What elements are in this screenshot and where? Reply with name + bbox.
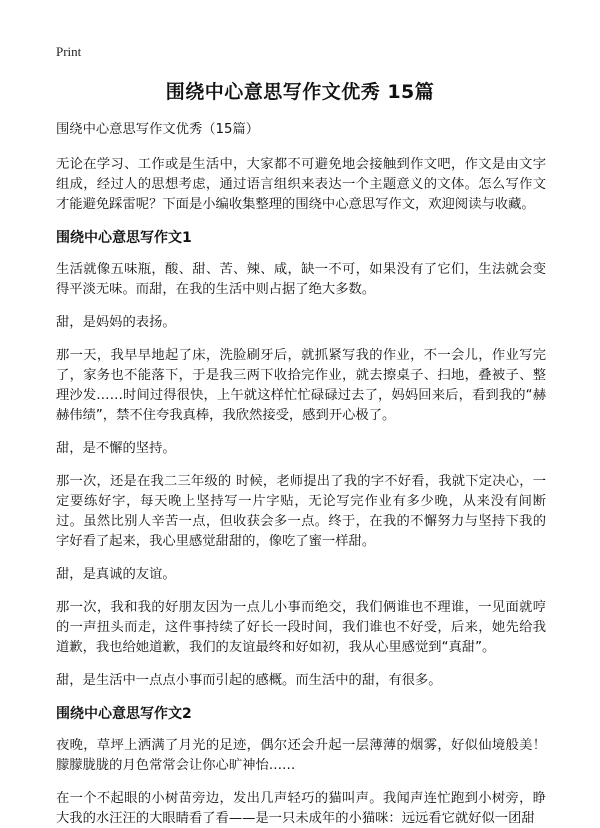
section-heading: 围绕中心意思写作文2 [56, 706, 192, 722]
document-title: 围绕中心意思写作文优秀 15篇 [165, 81, 435, 103]
paragraph: 甜，是生活中一点点小事而引起的感概。而生活中的甜，有很多。 [56, 673, 442, 688]
document-body [56, 120, 546, 828]
paragraph: 那一次，我和我的好朋友因为一点儿小事而绝交，我们俩谁也不理谁，一见面就哼的一声扭头而走，这件事持续了好长一段时间，我们谁也不好受，后来，她先给我道歉，我也给她道歉，我们的友谊最终和好如初，我从心里感觉到“真甜”。 [56, 600, 546, 655]
paragraph: 那一天，我早早地起了床，洗脸刷牙后，就抓紧写我的作业，不一会儿，作业写完了，家务也不能落下，于是我三两下收拾完作业，就去擦桌子、扫地，叠被子、整理沙发……时间过得很快，上午就这样忙忙碌碌过去了，妈妈回来后，看到我的“赫赫伟绩”，禁不住夸我真棒，我欣然接受，感到开心极了。 [56, 348, 546, 423]
paragraph: 夜晚，草坪上洒满了月光的足迹，偶尔还会升起一层薄薄的烟雾，好似仙境般美！朦朦胧胧的月色常常会让你心旷神怡…… [56, 738, 546, 773]
paragraph: 那一次，还是在我二三年级的 时候，老师提出了我的字不好看，我就下定决心，一定要练好字，每天晚上坚持写一片字贴，无论写完作业有多少晚，从来没有间断过。虽然比别人辛苦一点，但收获会多一点。终于，在我的不懈努力与坚持下我的字好看了起来，我心里感觉甜甜的，像吃了蜜一样甜。 [56, 474, 546, 549]
paragraph: 在一个不起眼的小树苗旁边，发出几声轻巧的猫叫声。我闻声连忙跑到小树旁，睁大我的水汪汪的大眼睛看了看——是一只未成年的小猫咪：远远看它就好似一团甜 [56, 791, 546, 826]
section-heading: 围绕中心意思写作文1 [56, 230, 192, 246]
paragraph: 甜，是真诚的友谊。 [56, 567, 176, 582]
intro-paragraph: 无论在学习、工作或是生活中，大家都不可避免地会接触到作文吧，作文是由文字组成，经过人的思想考虑，通过语言组织来表达一个主题意义的文体。怎么写作文才能避免踩雷呢？下面是小编收集整理的围绕中心意思写作文，欢迎阅读与收藏。 [56, 157, 546, 212]
essay-section-1 [56, 228, 546, 691]
print-link[interactable]: Print [56, 44, 82, 59]
paragraph: 甜，是不懈的坚持。 [56, 441, 176, 456]
paragraph: 甜，是妈妈的表扬。 [56, 315, 176, 330]
document-subtitle: 围绕中心意思写作文优秀（15篇） [56, 122, 260, 137]
paragraph: 生活就像五味瓶，酸、甜、苦、辣、咸，缺一不可，如果没有了它们，生法就会变得平淡无味。而甜，在我的生活中则占据了绝大多数。 [56, 262, 546, 297]
essay-section-2 [56, 704, 546, 828]
